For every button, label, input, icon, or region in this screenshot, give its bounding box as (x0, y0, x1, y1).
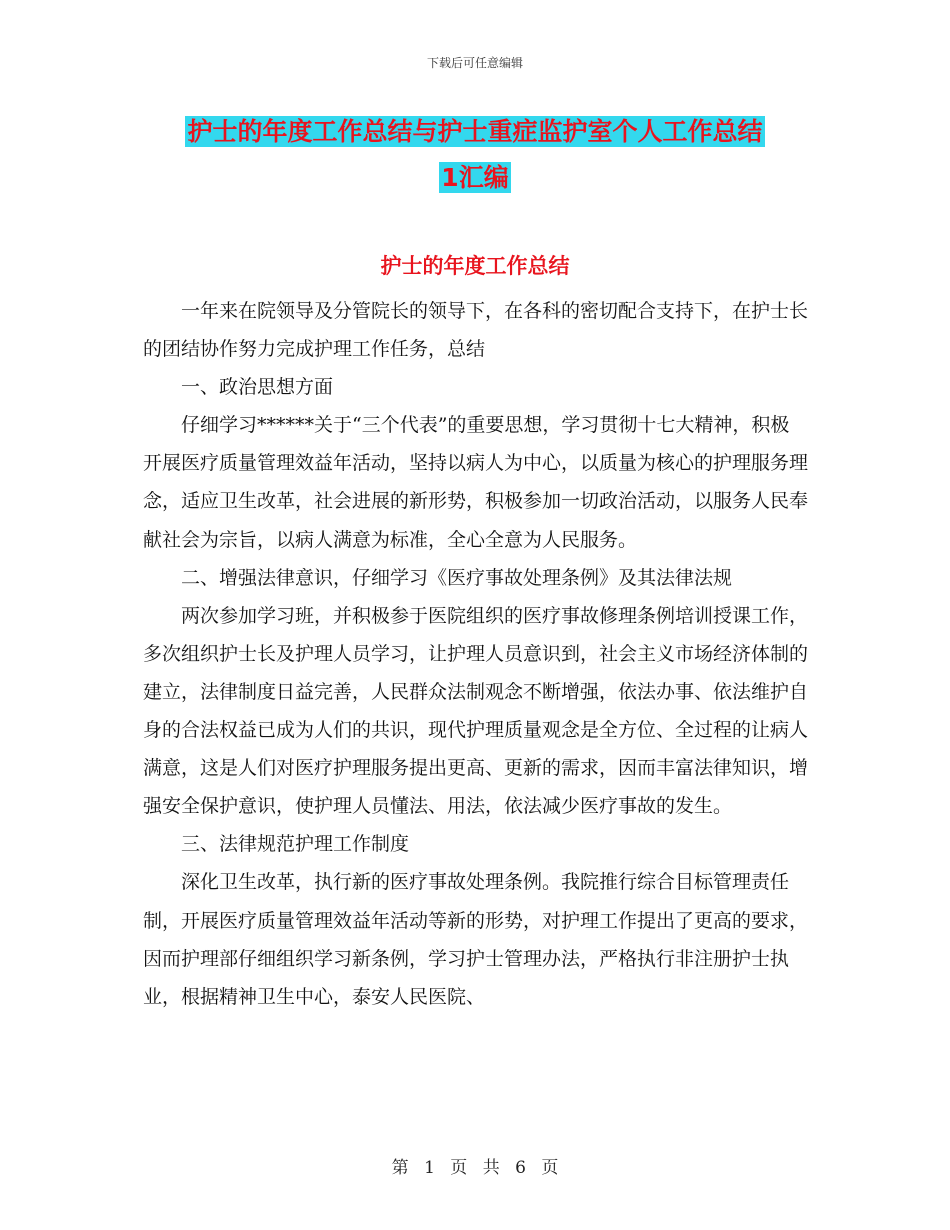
footer-page-number: 1 (424, 1158, 435, 1178)
heading-law-awareness: 二、增强法律意识，仔细学习《医疗事故处理条例》及其法律法规 (181, 566, 733, 589)
section-title: 护士的年度工作总结 (380, 254, 570, 278)
document-body (143, 292, 808, 1016)
heading-politics: 一、政治思想方面 (181, 376, 334, 399)
paragraph-intro: 一年来在院领导及分管院长的领导下，在各科的密切配合支持下，在护士长的团结协作努力完成护理工作任务，总结 (143, 300, 809, 361)
footer-total-pages: 6 (515, 1158, 526, 1178)
document-title-line-1 (0, 112, 950, 148)
paragraph-politics: 仔细学习******关于“三个代表”的重要思想，学习贯彻十七大精神，积极开展医疗质量管理效益年活动，坚持以病人为中心，以质量为核心的护理服务理念，适应卫生改革，社会进展的新形势，积极参加一切政治活动，以服务人民奉献社会为宗旨，以病人满意为标准，全心全意为人民服务。 (143, 414, 809, 551)
footer-prefix: 第 (391, 1158, 409, 1178)
heading-work-rules: 三、法律规范护理工作制度 (181, 833, 410, 856)
title-highlight: 1汇编 (441, 163, 509, 192)
footer-total-unit: 页 (541, 1158, 559, 1178)
page-footer (0, 1153, 950, 1178)
document-title-line-2 (0, 158, 950, 194)
page-header-note: 下载后可任意编辑 (426, 56, 523, 70)
paragraph-work-rules: 深化卫生改革，执行新的医疗事故处理条例。我院推行综合目标管理责任制，开展医疗质量管理效益年活动等新的形势，对护理工作提出了更高的要求，因而护理部仔细组织学习新条例，学习护士管理办法，严格执行非注册护士执业，根据精神卫生中心，泰安人民医院、 (143, 871, 809, 1008)
title-highlight: 护士的年度工作总结与护士重症监护室个人工作总结 (187, 117, 763, 146)
paragraph-law-awareness: 两次参加学习班，并积极参于医院组织的医疗事故修理条例培训授课工作，多次组织护士长及护理人员学习，让护理人员意识到，社会主义市场经济体制的建立，法律制度日益完善，人民群众法制观念不断增强，依法办事、依法维护自身的合法权益已成为人们的共识，现代护理质量观念是全方位、全过程的让病人满意，这是人们对医疗护理服务提出更高、更新的需求，因而丰富法律知识，增强安全保护意识，使护理人员懂法、用法，依法减少医疗事故的发生。 (143, 604, 809, 818)
footer-page-unit: 页 (450, 1158, 468, 1178)
footer-total-prefix: 共 (482, 1158, 500, 1178)
